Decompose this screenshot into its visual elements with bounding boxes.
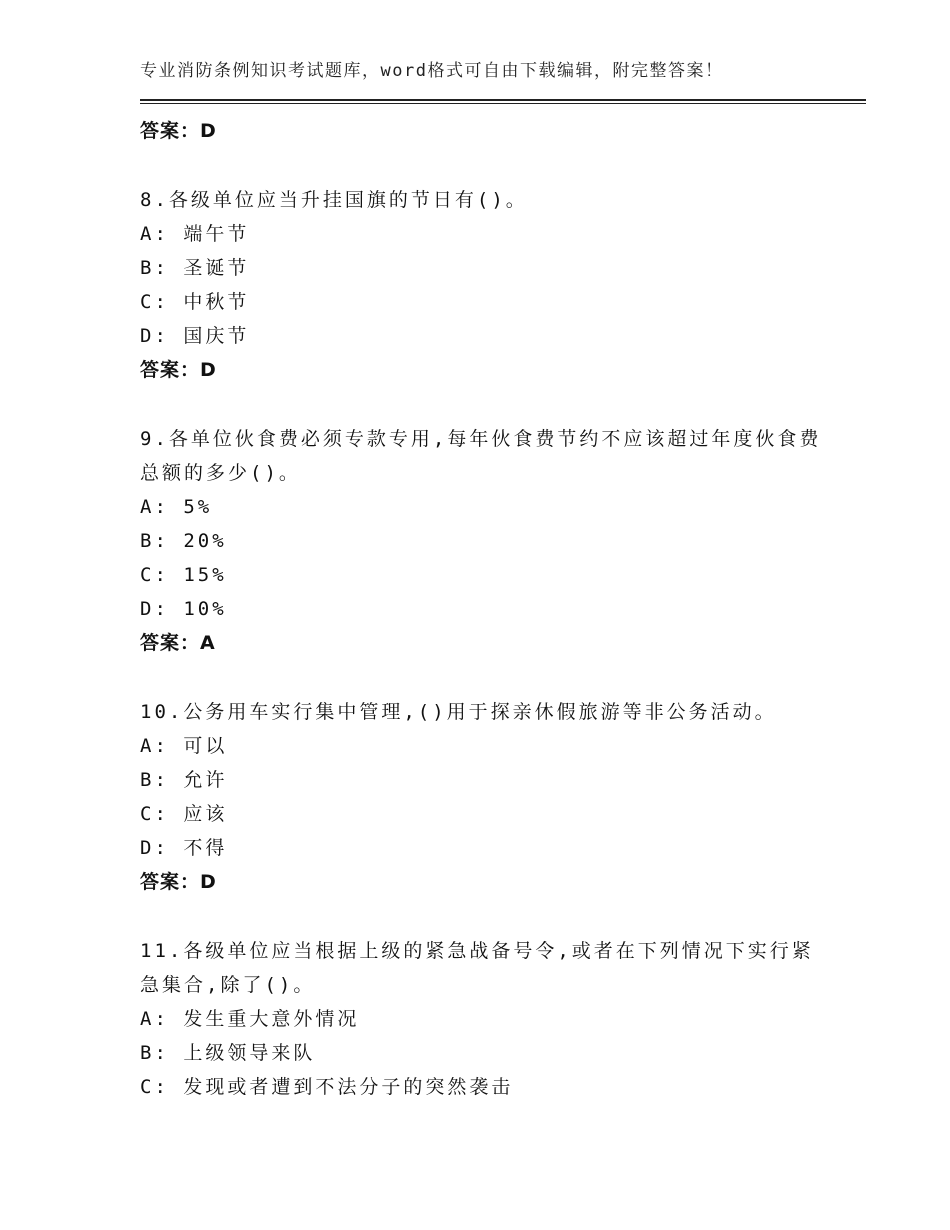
question-9-option-b: B: 20% <box>140 530 227 552</box>
question-10-option-a: A: 可以 <box>140 735 228 757</box>
question-10-option-d: D: 不得 <box>140 837 228 859</box>
question-11-option-c: C: 发现或者遭到不法分子的突然袭击 <box>140 1076 514 1098</box>
page-header: 专业消防条例知识考试题库，word格式可自由下载编辑，附完整答案！ <box>140 61 724 81</box>
question-9-stem-line1: 9.各单位伙食费必须专款专用,每年伙食费节约不应该超过年度伙食费 <box>140 428 822 450</box>
question-11-stem-line2: 急集合,除了()。 <box>140 974 316 996</box>
question-10-stem: 10.公务用车实行集中管理,()用于探亲休假旅游等非公务活动。 <box>140 701 777 723</box>
question-9-answer: 答案：A <box>140 632 216 654</box>
header-divider-thick <box>140 99 866 101</box>
question-8-option-b: B: 圣诞节 <box>140 257 250 279</box>
question-9-option-c: C: 15% <box>140 564 227 586</box>
question-11-stem-line1: 11.各级单位应当根据上级的紧急战备号令,或者在下列情况下实行紧 <box>140 940 814 962</box>
answer-q7: 答案：D <box>140 120 217 142</box>
question-9-option-a: A: 5% <box>140 496 213 518</box>
question-10-answer: 答案：D <box>140 871 217 893</box>
question-9-option-d: D: 10% <box>140 598 227 620</box>
question-10-option-c: C: 应该 <box>140 803 228 825</box>
question-11-option-a: A: 发生重大意外情况 <box>140 1008 360 1030</box>
question-8-option-d: D: 国庆节 <box>140 325 250 347</box>
question-8-stem: 8.各级单位应当升挂国旗的节日有()。 <box>140 189 528 211</box>
question-9-stem-line2: 总额的多少()。 <box>140 462 301 484</box>
question-10-option-b: B: 允许 <box>140 769 228 791</box>
question-8-option-c: C: 中秋节 <box>140 291 250 313</box>
question-11-option-b: B: 上级领导来队 <box>140 1042 316 1064</box>
question-8-option-a: A: 端午节 <box>140 223 250 245</box>
header-divider-thin <box>140 103 866 104</box>
question-8-answer: 答案：D <box>140 359 217 381</box>
